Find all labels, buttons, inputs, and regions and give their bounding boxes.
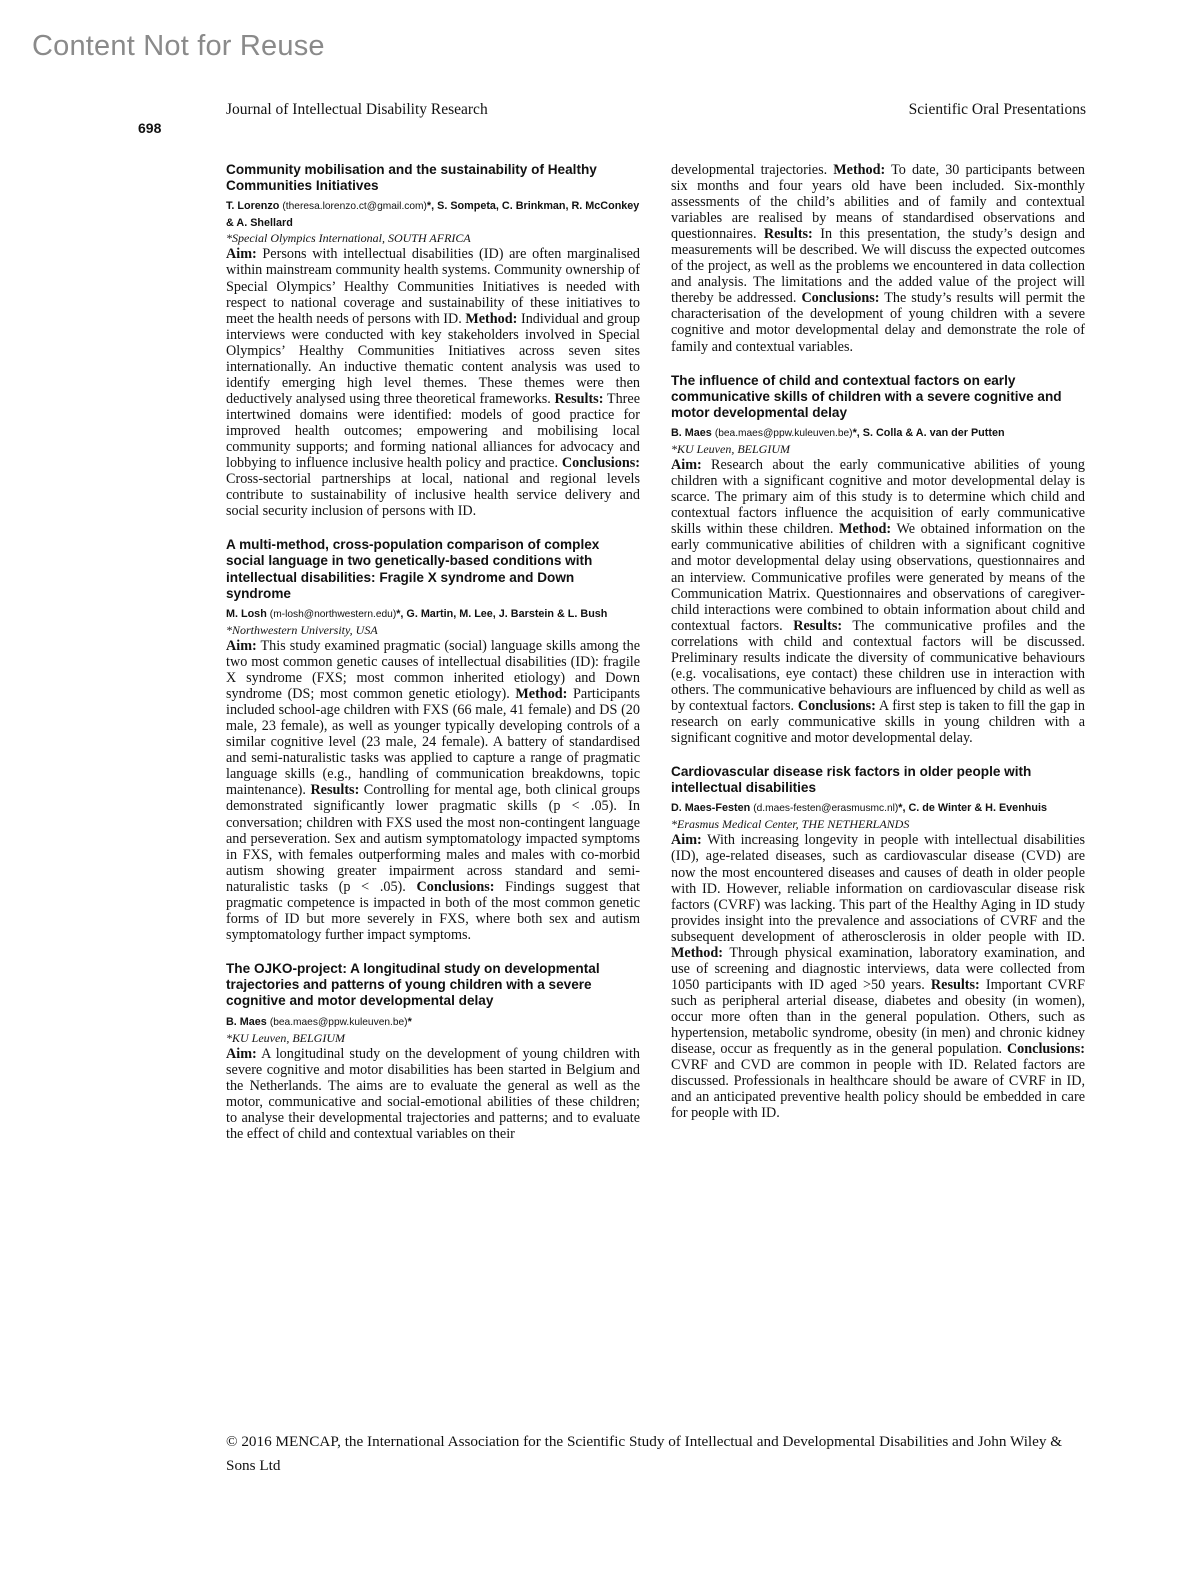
right-column [671, 162, 1085, 1139]
affiliation: *Special Olympics International, SOUTH AFRICA [226, 231, 471, 246]
author-line: B. Maes (bea.maes@ppw.kuleuven.be)* [226, 1015, 412, 1028]
abstract-fragile-x-down-syndrome [226, 537, 640, 943]
abstract-ojko-project [226, 961, 640, 1142]
abstract-body: Aim: This study examined pragmatic (social) language skills among the two most common genetic causes of intellectual disabilities (ID): fragile X syndrome (FXS; most common inherited etiology) and Down syndrome (DS; most common genetic etiology). Method: Participants included school-age children with FXS (66 male, 41 female) and DS (20 male, 23 female), as well as younger typically developing controls of a similar cognitive level (23 male, 24 female). A battery of standardised and semi-naturalistic tasks was applied to capture a range of pragmatic language skills (e.g., handling of communication breakdowns, topic maintenance). Results: Controlling for mental age, both clinical groups demonstrated significantly lower pragmatic skills (p < .05). In conversation; children with FXS used the most non-contingent language and perseveration. Sex and autism symptomatology impacted symptoms in FXS, with females outperforming males and males with co-morbid autism showing greater impairment across standard and semi-naturalistic tasks (p < .05). Conclusions: Findings suggest that pragmatic competence is impacted in both of the most common genetic forms of ID but more severely in FXS, where both sex and autism symptomatology further impact symptoms. [226, 638, 640, 943]
abstract-title: The influence of child and contextual factors on early communicative skills of children with a severe cognitive and motor developmental delay [671, 372, 1062, 420]
page-number: 698 [138, 120, 162, 136]
abstract-cardiovascular-risk [671, 764, 1085, 1121]
affiliation: *KU Leuven, BELGIUM [671, 442, 790, 457]
affiliation: *KU Leuven, BELGIUM [226, 1030, 345, 1045]
abstract-body: Aim: A longitudinal study on the development of young children with severe cognitive and motor disabilities has been started in Belgium and the Netherlands. The aims are to evaluate the general as well as the motor, communicative and social-emotional abilities of these children; to analyse their developmental trajectories and patterns; and to evaluate the effect of child and contextual variables on their [226, 1045, 640, 1142]
abstract-body: Aim: With increasing longevity in people with intellectual disabilities (ID), age-related diseases, such as cardiovascular disease (CVD) are now the most encountered diseases and causes of death in older people with ID. However, reliable information on cardiovascular disease risk factors (CVRF) was lacking. This part of the Healthy Aging in ID study provides insight into the prevalence and associations of CVRF and the subsequent development of atherosclerosis in older people with ID. Method: Through physical examination, laboratory examination, and use of screening and diagnostic interviews, data were collected from 1050 participants with ID aged >50 years. Results: Important CVRF such as peripheral arterial disease, diabetes and obesity (in women), occur more often than in the general population. Others, such as hypertension, metabolic syndrome, obesity (in men) and chronic kidney disease, occur as frequently as in the general population. Conclusions: CVRF and CVD are common in people with ID. Related factors are discussed. Professionals in healthcare should be aware of CVRF in ID, and an anticipated preventive health policy should be embedded in care for people with ID. [671, 832, 1085, 1122]
section-title: Scientific Oral Presentations [908, 101, 1086, 118]
author-line: B. Maes (bea.maes@ppw.kuleuven.be)*, S. Colla & A. van der Putten [671, 427, 1005, 440]
affiliation: *Northwestern University, USA [226, 623, 378, 638]
author-email: (theresa.lorenzo.ct@gmail.com) [282, 201, 427, 213]
author-email: (bea.maes@ppw.kuleuven.be) [269, 1016, 408, 1028]
abstract-title: A multi-method, cross-population comparison of complex social language in two genetically-based conditions with intellectual disabilities: Fragile X syndrome and Down syndrome [226, 537, 600, 601]
author-email: (m-losh@northwestern.edu) [269, 609, 397, 621]
abstract-title: Cardiovascular disease risk factors in older people with intellectual disabilities [671, 764, 1032, 796]
abstract-ojko-project-continued [671, 162, 1085, 355]
abstract-body: Aim: Research about the early communicative abilities of young children with a significant cognitive and motor developmental delay is scarce. The primary aim of this study is to determine which child and contextual factors influence the acquisition of early communicative skills within these children. Method: We obtained information on the early communicative abilities of children with a significant cognitive and motor developmental delay using observations, questionnaires and an interview. Communicative profiles were generated by means of the Communication Matrix. Questionnaires and observations of caregiver-child interactions were combined to obtain information about child and contextual factors. Results: The communicative profiles and the correlations with child and contextual factors will be discussed. Preliminary results indicate the diversity of communicative behaviours (e.g. vocalisations, eye contact) these children use in interaction with others. The communicative behaviours are influenced by child as well as by contextual factors. Conclusions: A first step is taken to fill the gap in research on early communicative skills in young children with a significant cognitive and motor developmental delay. [671, 457, 1086, 746]
abstract-title: Community mobilisation and the sustainability of Healthy Communities Initiatives [226, 162, 597, 194]
abstract-body-continued: developmental trajectories. Method: To date, 30 participants between six months and four years old have been included. Six-monthly assessments of the child’s abilities and of family and contextual variables are realised by means of standardised observations and questionnaires. Results: In this presentation, the study’s design and measurements will be described. We will discuss the expected outcomes of the project, as well as the problems we encountered in data collection and analysis. The limitations and the added value of the project will thereby be addressed. Conclusions: The study’s results will permit the characterisation of the development of young children with a severe cognitive and motor developmental delay and demonstrate the role of family and contextual variables. [671, 162, 1085, 355]
abstract-communicative-skills [671, 373, 1085, 746]
author-line: D. Maes-Festen (d.maes-festen@erasmusmc.nl)*, C. de Winter & H. Evenhuis [671, 802, 1047, 815]
watermark: Content Not for Reuse [32, 30, 325, 62]
copyright-footer: © 2016 MENCAP, the International Association for the Scientific Study of Intellectual and Developmental Disabilities and John Wiley & Sons Ltd [226, 1433, 1063, 1474]
journal-title: Journal of Intellectual Disability Research [226, 101, 488, 118]
affiliation: *Erasmus Medical Center, THE NETHERLANDS [671, 817, 910, 832]
running-head [226, 101, 1086, 119]
abstract-community-mobilisation [226, 162, 640, 519]
left-column [226, 162, 640, 1160]
author-line: T. Lorenzo (theresa.lorenzo.ct@gmail.com)*, S. Sompeta, C. Brinkman, R. McConkey & A. Shellard [226, 200, 640, 230]
abstract-body: Aim: Persons with intellectual disabilities (ID) are often marginalised within mainstream community health systems. Community ownership of Special Olympics’ Healthy Communities Initiatives is needed with respect to national coverage and sustainability of these initiatives to meet the health needs of persons with ID. Method: Individual and group interviews were conducted with key stakeholders involved in Special Olympics’ Healthy Communities Initiatives across seven sites internationally. An inductive thematic content analysis was used to identify emerging high level themes. These themes were then deductively analysed using three theoretical frameworks. Results: Three intertwined domains were identified: models of good practice for improved health outcomes; empowering and mobilising local community supports; and forming national alliances for advocacy and lobbying to influence inclusive health policy and practice. Conclusions: Cross-sectorial partnerships at local, national and regional levels contribute to sustainability of inclusive health service delivery and social security inclusion of persons with ID. [226, 246, 641, 520]
author-email: (bea.maes@ppw.kuleuven.be) [714, 428, 853, 440]
abstract-title: The OJKO-project: A longitudinal study on developmental trajectories and patterns of young children with a severe cognitive and motor developmental delay [226, 960, 600, 1009]
author-email: (d.maes-festen@erasmusmc.nl) [753, 803, 899, 815]
author-line: M. Losh (m-losh@northwestern.edu)*, G. Martin, M. Lee, J. Barstein & L. Bush [226, 608, 608, 621]
